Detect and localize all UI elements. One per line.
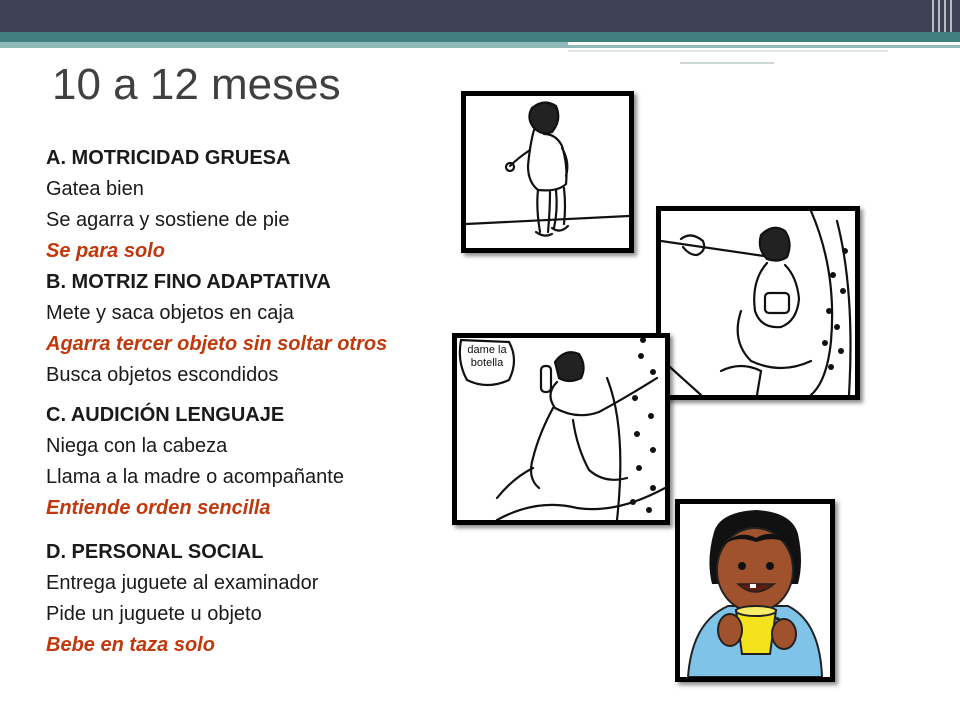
decor-line xyxy=(680,62,774,64)
milestone-item-highlighted: Bebe en taza solo xyxy=(46,634,215,656)
speech-bubble-text: dame la botella xyxy=(467,344,507,369)
milestone-item-highlighted: Agarra tercer objeto sin soltar otros xyxy=(46,333,388,355)
accent-band xyxy=(0,32,960,42)
decor-line xyxy=(568,42,960,45)
slide-title: 10 a 12 meses xyxy=(52,60,341,109)
illustration-baby-speech xyxy=(452,333,670,525)
illustration-baby-on-lap xyxy=(656,206,860,400)
milestone-item: Entrega juguete al examinador xyxy=(46,572,319,594)
decor-stripes xyxy=(928,0,960,32)
milestone-item: Llama a la madre o acompañante xyxy=(46,466,344,488)
milestone-item: Busca objetos escondidos xyxy=(46,364,279,386)
milestone-item: Gatea bien xyxy=(46,178,144,200)
section-heading-audicion-lenguaje: C. AUDICIÓN LENGUAJE xyxy=(46,404,285,426)
milestone-item: Mete y saca objetos en caja xyxy=(46,302,294,324)
decor-line xyxy=(568,56,776,66)
illustration-child-drinking xyxy=(675,499,835,682)
decor-line xyxy=(568,50,888,52)
milestone-item-highlighted: Entiende orden sencilla xyxy=(46,497,271,519)
milestone-item: Niega con la cabeza xyxy=(46,435,228,457)
milestone-item-highlighted: Se para solo xyxy=(46,240,165,262)
section-heading-motriz-fino: B. MOTRIZ FINO ADAPTATIVA xyxy=(46,271,331,293)
section-heading-personal-social: D. PERSONAL SOCIAL xyxy=(46,541,264,563)
top-bar xyxy=(0,0,960,32)
milestone-list xyxy=(46,143,466,661)
section-heading-motricidad-gruesa: A. MOTRICIDAD GRUESA xyxy=(46,147,291,169)
illustration-baby-standing xyxy=(461,91,634,253)
milestone-item: Se agarra y sostiene de pie xyxy=(46,209,290,231)
milestone-item: Pide un juguete u objeto xyxy=(46,603,262,625)
